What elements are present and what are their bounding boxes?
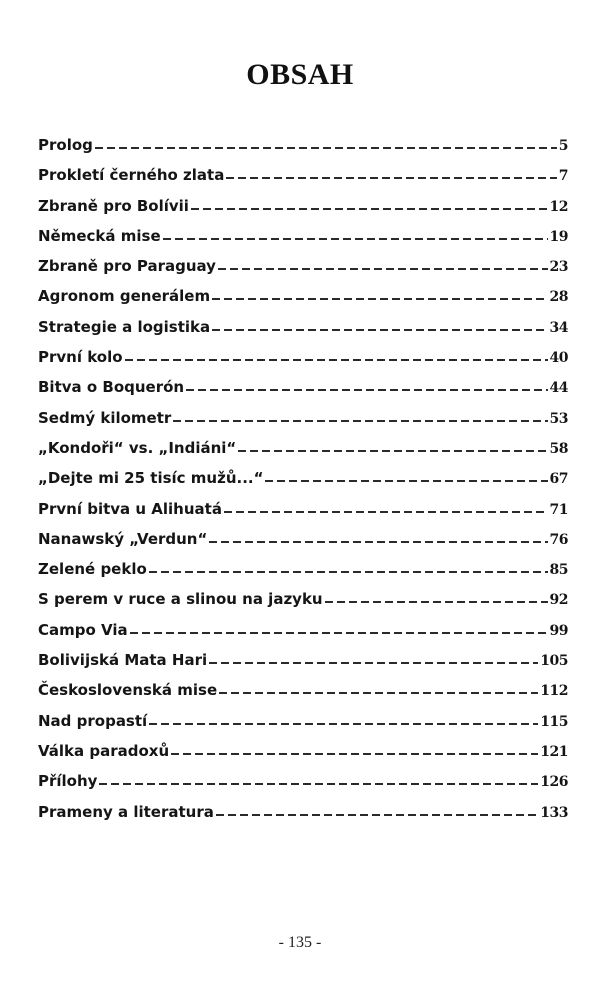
- toc-entry-title: Zbraně pro Paraguay: [38, 257, 216, 276]
- toc-entry: [38, 439, 568, 469]
- dashed-leader: [95, 147, 557, 149]
- dashed-leader: [171, 753, 538, 755]
- dashed-leader: [238, 450, 547, 452]
- dashed-leader: [173, 420, 547, 422]
- toc-entry-title: „Dejte mi 25 tisíc mužů...“: [38, 469, 264, 488]
- toc-entry-title: Německá mise: [38, 226, 161, 245]
- toc-entry: [38, 136, 568, 166]
- dashed-leader: [163, 238, 548, 240]
- toc-entry: [38, 469, 568, 499]
- toc-entry-page: 58: [549, 440, 568, 457]
- toc-entry: [38, 227, 568, 257]
- dashed-leader: [216, 814, 538, 816]
- toc-entry: [38, 621, 568, 651]
- toc-entry-title: Prokletí černého zlata: [38, 166, 225, 185]
- toc-entry-page: 99: [549, 622, 568, 639]
- dashed-leader: [125, 359, 548, 361]
- toc-entry-page: 23: [549, 259, 568, 276]
- toc-entry-page: 5: [558, 138, 568, 154]
- toc-entry-title: Campo Via: [38, 620, 128, 639]
- toc-entry-title: Prameny a literatura: [38, 802, 214, 821]
- dashed-leader: [325, 601, 548, 603]
- toc-entry: [38, 197, 568, 227]
- toc-entry-title: „Kondoři“ vs. „Indiáni“: [38, 438, 237, 457]
- toc-entry-page: 28: [549, 289, 568, 306]
- toc-entry-title: Bolivijská Mata Hari: [38, 651, 208, 670]
- toc-entry-page: 67: [549, 471, 568, 488]
- dashed-leader: [209, 662, 538, 664]
- toc-entry-page: 85: [549, 562, 568, 579]
- toc-entry-title: Strategie a logistika: [38, 317, 211, 336]
- toc-entry-page: 112: [540, 683, 568, 700]
- toc-entry-title: Prolog: [38, 136, 93, 154]
- toc-entry-title: Sedmý kilometr: [38, 408, 172, 427]
- toc-entry-page: 71: [549, 501, 568, 518]
- toc-entry-title: Válka paradoxů: [38, 741, 170, 760]
- dashed-leader: [149, 571, 548, 573]
- toc-entry-page: 92: [549, 592, 568, 609]
- toc-entry: [38, 378, 568, 408]
- toc-entry: [38, 560, 568, 590]
- toc-entry-page: 12: [549, 198, 568, 215]
- dashed-leader: [212, 329, 547, 331]
- toc-entry-title: S perem v ruce a slinou na jazyku: [38, 590, 323, 609]
- toc-entry: [38, 348, 568, 378]
- dashed-leader: [212, 298, 547, 300]
- toc-entry-page: 19: [549, 228, 568, 245]
- toc-entry: [38, 530, 568, 560]
- toc-entry-page: 44: [549, 380, 568, 397]
- dashed-leader: [99, 783, 538, 785]
- toc-entry-page: 133: [540, 804, 568, 821]
- dashed-leader: [226, 177, 556, 179]
- toc-entry: [38, 712, 568, 742]
- dashed-leader: [224, 511, 548, 513]
- toc-entry-title: První bitva u Alihuatá: [38, 499, 222, 518]
- dashed-leader: [209, 541, 547, 543]
- toc-entry-title: Nanawský „Verdun“: [38, 529, 208, 548]
- toc-entry-page: 34: [549, 319, 568, 336]
- toc-entry: [38, 409, 568, 439]
- toc-entry: [38, 803, 568, 833]
- toc-entry: [38, 681, 568, 711]
- toc-entry-page: 121: [540, 743, 568, 760]
- toc-entry-page: 76: [549, 531, 568, 548]
- toc-entry: [38, 772, 568, 802]
- toc-entry-title: První kolo: [38, 348, 123, 367]
- toc-entry-title: Agronom generálem: [38, 287, 211, 306]
- toc-entry-title: Bitva o Boquerón: [38, 378, 185, 397]
- toc-entry-title: Československá mise: [38, 681, 218, 700]
- page-number: - 135 -: [278, 934, 322, 951]
- toc-entry-page: 53: [549, 410, 568, 427]
- toc-entry-page: 126: [540, 774, 568, 791]
- toc-entry-title: Zelené peklo: [38, 560, 147, 579]
- toc-entry: [38, 500, 568, 530]
- toc-entry-title: Přílohy: [38, 772, 98, 791]
- toc-entry: [38, 651, 568, 681]
- toc-entry-page: 105: [540, 653, 568, 670]
- dashed-leader: [186, 389, 547, 391]
- toc-entry: [38, 590, 568, 620]
- toc-entry: [38, 257, 568, 287]
- toc-entry: [38, 742, 568, 772]
- dashed-leader: [218, 268, 548, 270]
- dashed-leader: [149, 723, 538, 725]
- toc-entry: [38, 318, 568, 348]
- toc-entry: [38, 166, 568, 196]
- dashed-leader: [219, 692, 538, 694]
- toc-entry-page: 40: [549, 350, 568, 367]
- dashed-leader: [265, 480, 547, 482]
- toc-entry-page: 7: [558, 168, 568, 185]
- table-of-contents: [38, 136, 568, 833]
- toc-entry: [38, 287, 568, 317]
- dashed-leader: [191, 208, 548, 210]
- toc-entry-title: Nad propastí: [38, 711, 148, 730]
- dashed-leader: [130, 632, 548, 634]
- toc-entry-title: Zbraně pro Bolívii: [38, 196, 189, 215]
- toc-entry-page: 115: [540, 713, 568, 730]
- page-title: OBSAH: [246, 58, 354, 91]
